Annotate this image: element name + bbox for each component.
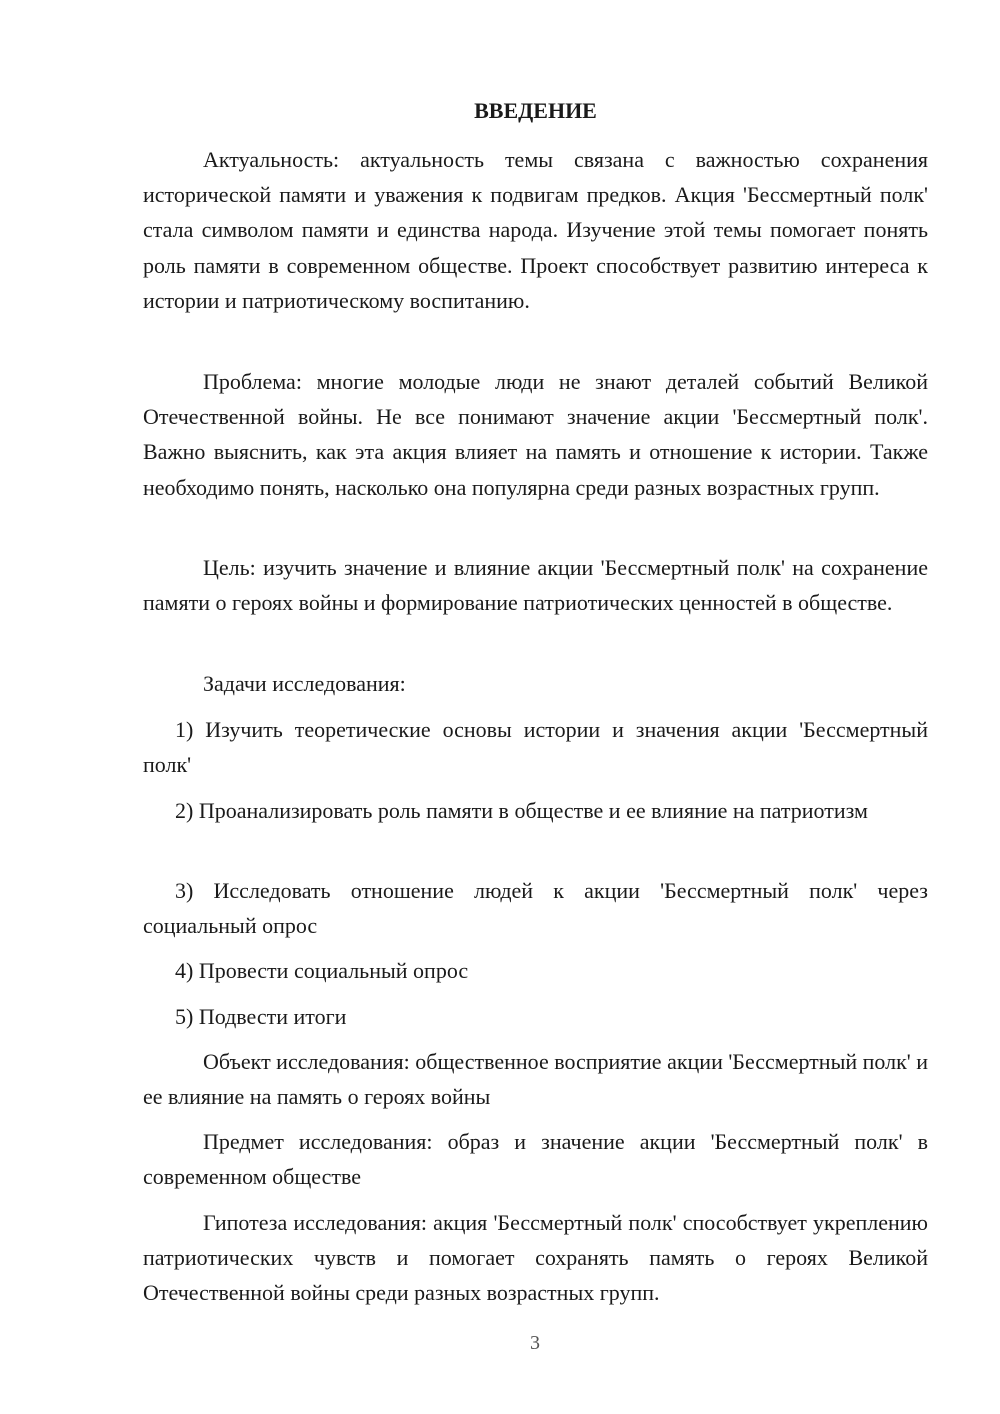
relevance-paragraph: Актуальность: актуальность темы связана с важностью сохранения исторической памяти и уважения к подвигам предков. Акция 'Бессмертный полк' стала символом памяти и единства народа. Изучение этой темы помогает понять роль памяти в современном обществе. Проект способствует развитию интереса к истории и патриотическому воспитанию. [143, 147, 928, 313]
task-item: 5) Подвести итоги [175, 1004, 347, 1029]
page-title: ВВЕДЕНИЕ [474, 98, 597, 123]
goal-paragraph: Цель: изучить значение и влияние акции 'Бессмертный полк' на сохранение памяти о героях войны и формирование патриотических ценностей в обществе. [143, 555, 928, 616]
task-item: 3) Исследовать отношение людей к акции 'Бессмертный полк' через социальный опрос [143, 878, 928, 939]
subject-paragraph: Предмет исследования: образ и значение акции 'Бессмертный полк' в современном обществе [143, 1129, 928, 1190]
page-number: 3 [530, 1332, 540, 1354]
object-paragraph: Объект исследования: общественное восприятие акции 'Бессмертный полк' и ее влияние на память о героях войны [143, 1049, 929, 1110]
task-item: 1) Изучить теоретические основы истории и значения акции 'Бессмертный полк' [143, 717, 928, 778]
hypothesis-paragraph: Гипотеза исследования: акция 'Бессмертный полк' способствует укреплению патриотических чувств и помогает сохранять память о героях Великой Отечественной войны среди разных возрастных групп. [143, 1210, 928, 1306]
task-item: 4) Провести социальный опрос [175, 958, 469, 983]
tasks-heading: Задачи исследования: [203, 671, 406, 696]
problem-paragraph: Проблема: многие молодые люди не знают деталей событий Великой Отечественной войны. Не все понимают значение акции 'Бессмертный полк'. Важно выяснить, как эта акция влияет на память и отношение к истории. Также необходимо понять, насколько она популярна среди разных возрастных групп. [143, 369, 928, 500]
task-item: 2) Проанализировать роль памяти в обществе и ее влияние на патриотизм [175, 798, 868, 823]
